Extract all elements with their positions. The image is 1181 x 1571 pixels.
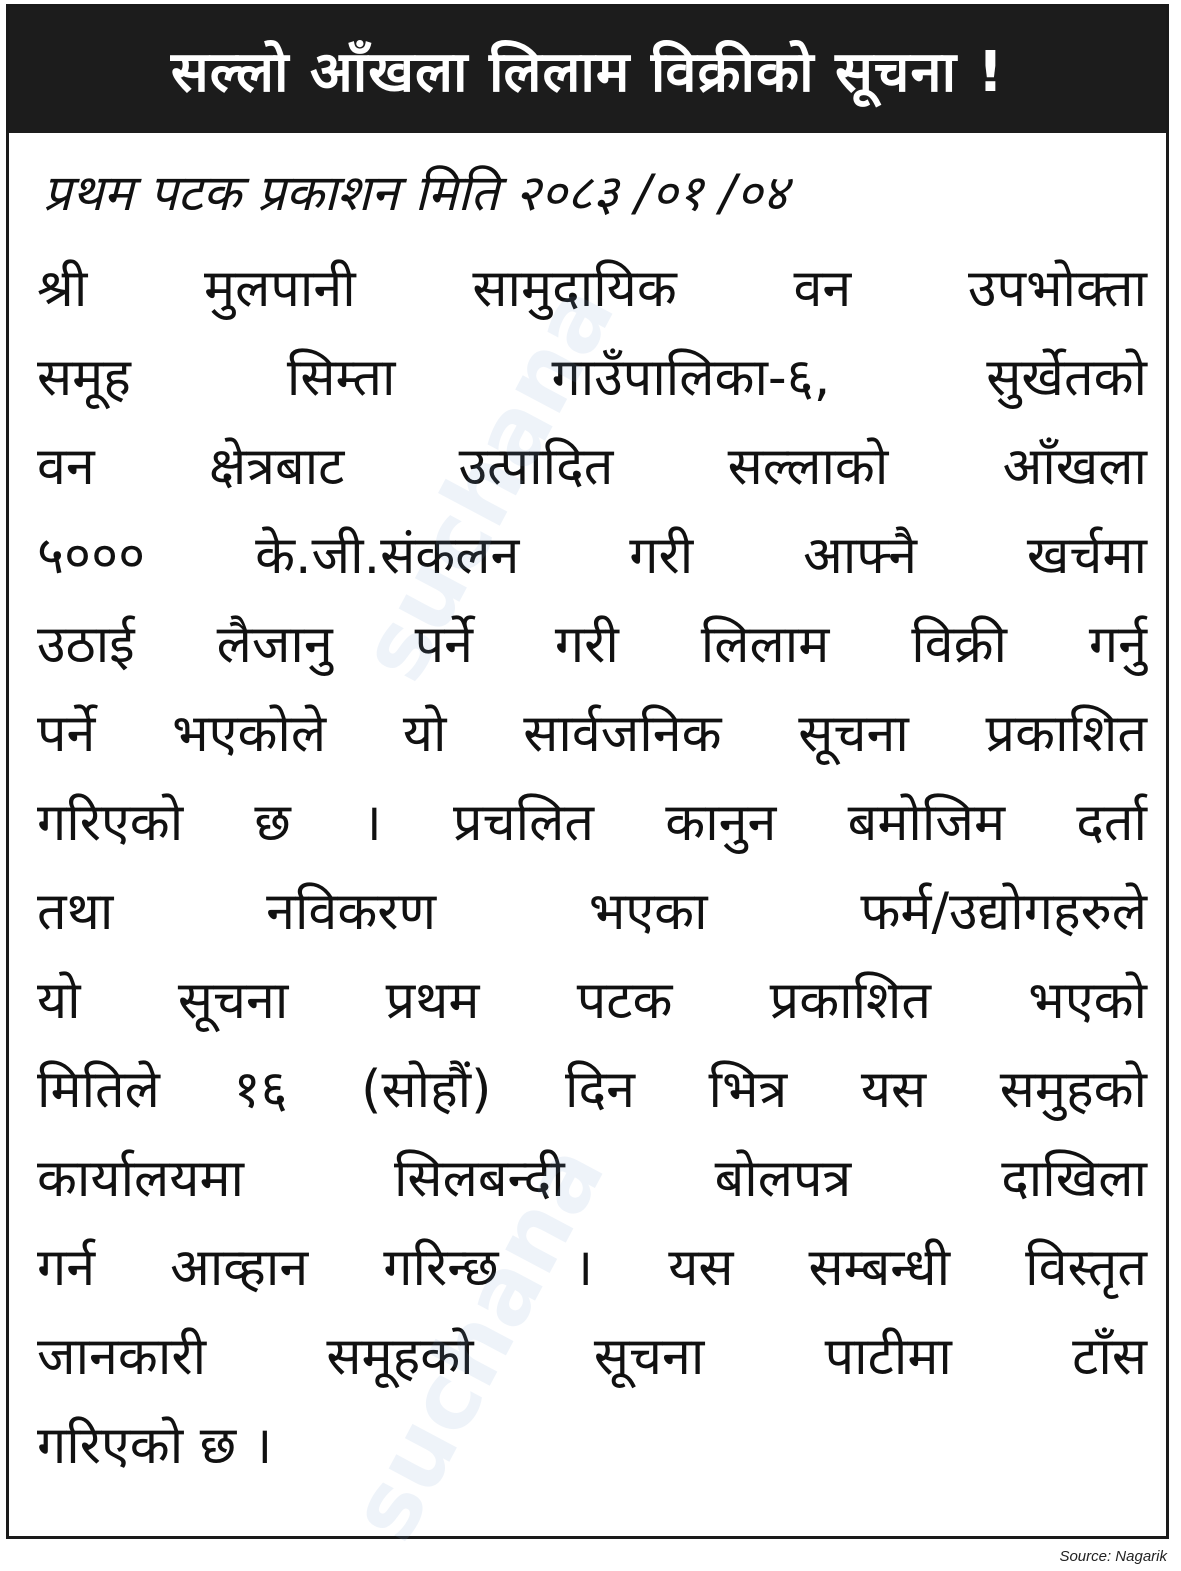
body-line: ५००० के.जी.संकलन गरी आफ्नै खर्चमा xyxy=(37,526,1147,586)
body-line: वन क्षेत्रबाट उत्पादित सल्लाको आँखला xyxy=(37,437,1147,497)
body-line: श्री मुलपानी सामुदायिक वन उपभोक्ता xyxy=(37,259,1147,319)
source-credit: Source: Nagarik xyxy=(1059,1548,1167,1565)
notice-title-bar xyxy=(9,7,1166,133)
watermark-text: suchana xyxy=(329,1127,626,1558)
notice-title: सल्लो आँखला लिलाम विक्रीको सूचना ! xyxy=(170,40,1005,105)
body-line: जानकारी समूहको सूचना पाटीमा टाँस xyxy=(37,1327,1147,1387)
body-line: यो सूचना प्रथम पटक प्रकाशित भएको xyxy=(37,971,1147,1031)
publication-date-line: प्रथम पटक प्रकाशन मिति २०८३ /०१ /०४ xyxy=(43,164,789,222)
body-line: गरिएको छ । xyxy=(37,1416,273,1476)
body-line: तथा नविकरण भएका फर्म/उद्योगहरुले xyxy=(37,882,1147,942)
body-line: समूह सिम्ता गाउँपालिका-६, सुर्खेतको xyxy=(37,348,1147,408)
body-line: पर्ने भएकोले यो सार्वजनिक सूचना प्रकाशित xyxy=(37,704,1147,764)
body-line: गरिएको छ । प्रचलित कानुन बमोजिम दर्ता xyxy=(37,793,1147,853)
body-line: कार्यालयमा सिलबन्दी बोलपत्र दाखिला xyxy=(37,1149,1147,1209)
watermark-text: suchana xyxy=(339,267,636,698)
body-line: उठाई लैजानु पर्ने गरी लिलाम विक्री गर्नु xyxy=(37,615,1147,675)
notice-body xyxy=(37,245,1147,1491)
body-line: गर्न आव्हान गरिन्छ । यस सम्बन्धी विस्तृत xyxy=(37,1238,1147,1298)
body-line: मितिले १६ (सोहौं) दिन भित्र यस समुहको xyxy=(37,1060,1147,1120)
